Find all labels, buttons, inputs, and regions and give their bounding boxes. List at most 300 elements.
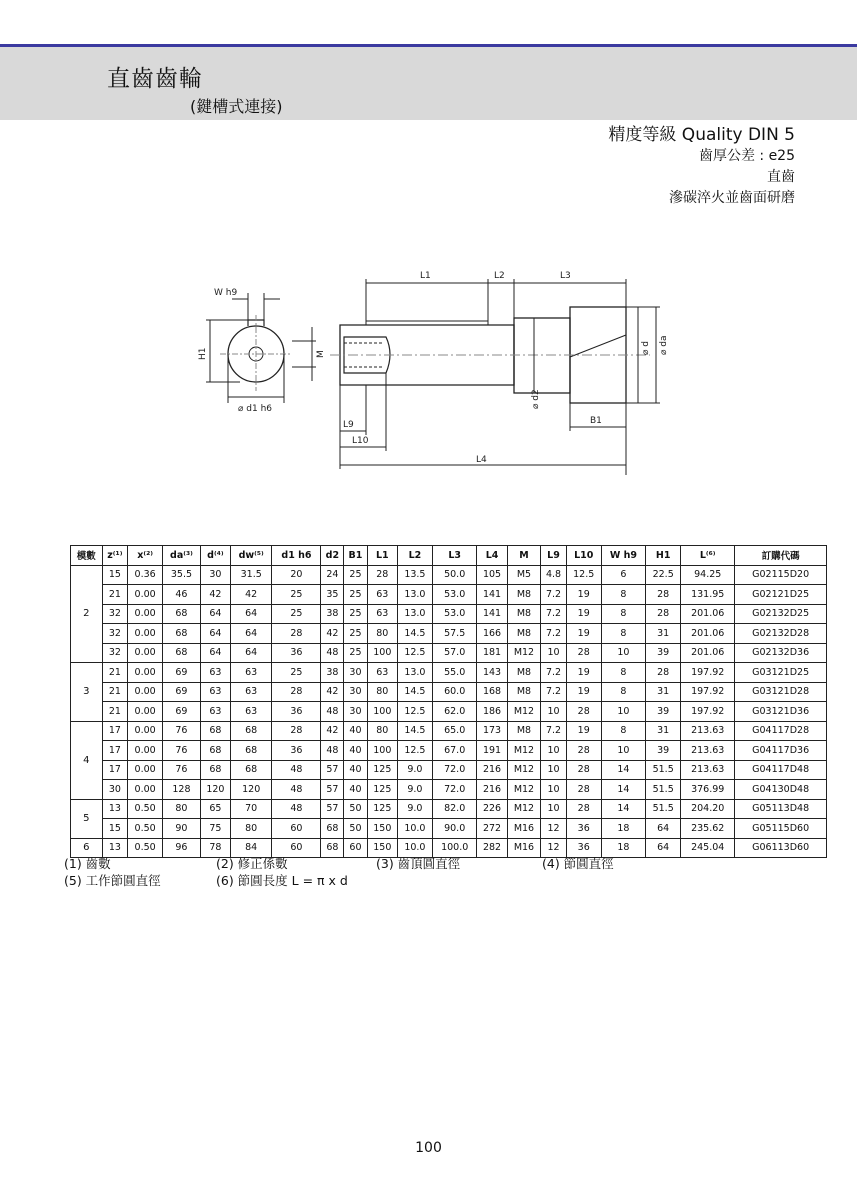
table-cell: 31.5 (231, 565, 272, 585)
table-cell: 166 (477, 624, 507, 644)
table-cell: 76 (163, 760, 201, 780)
table-cell: 64 (646, 838, 681, 858)
table-cell: 70 (231, 799, 272, 819)
table-cell: 76 (163, 741, 201, 761)
module-cell: 3 (71, 663, 103, 722)
table-cell: 10 (601, 741, 645, 761)
table-cell: 0.36 (128, 565, 163, 585)
table-cell: 30 (344, 682, 367, 702)
table-cell: 235.62 (681, 819, 735, 839)
table-cell: 19 (566, 585, 601, 605)
footnote-6: (6) 節圓長度 L = π x d (216, 873, 348, 888)
table-cell: G05115D60 (735, 819, 827, 839)
table-cell: 0.00 (128, 721, 163, 741)
table-cell: 0.00 (128, 702, 163, 722)
table-cell: M16 (507, 819, 541, 839)
table-cell: 64 (231, 624, 272, 644)
table-cell: 0.00 (128, 682, 163, 702)
label-l10: L10 (352, 436, 369, 446)
table-cell: G04117D48 (735, 760, 827, 780)
table-cell: 7.2 (541, 604, 566, 624)
table-cell: 69 (163, 682, 201, 702)
table-cell: 25 (344, 624, 367, 644)
header-cell: L9 (541, 546, 566, 566)
header-cell: B1 (344, 546, 367, 566)
table-cell: 12 (541, 819, 566, 839)
label-m: M (316, 350, 326, 358)
label-d1h6: ⌀ d1 h6 (238, 404, 273, 414)
table-cell: 94.25 (681, 565, 735, 585)
module-cell: 4 (71, 721, 103, 799)
table-cell: 8 (601, 585, 645, 605)
table-cell: 69 (163, 663, 201, 683)
spec-table (70, 545, 827, 858)
table-cell: 65.0 (432, 721, 477, 741)
header-cell: x⁽²⁾ (128, 546, 163, 566)
table-cell: 51.5 (646, 799, 681, 819)
table-cell: 25 (272, 585, 321, 605)
table-cell: 131.95 (681, 585, 735, 605)
table-cell: G02115D20 (735, 565, 827, 585)
table-cell: 14 (601, 799, 645, 819)
table-cell: 63 (200, 702, 230, 722)
table-cell: 36 (566, 819, 601, 839)
header-cell: 模數 (71, 546, 103, 566)
table-cell: 28 (566, 643, 601, 663)
table-cell: 90.0 (432, 819, 477, 839)
table-cell: 376.99 (681, 780, 735, 800)
table-cell: 19 (566, 604, 601, 624)
table-cell: 0.50 (128, 838, 163, 858)
table-cell: 90 (163, 819, 201, 839)
table-cell: 76 (163, 721, 201, 741)
table-cell: 10 (541, 799, 566, 819)
table-cell: 150 (367, 819, 397, 839)
table-cell: M8 (507, 663, 541, 683)
table-cell: M12 (507, 643, 541, 663)
table-cell: M12 (507, 799, 541, 819)
table-cell: 28 (272, 682, 321, 702)
header-cell: W h9 (601, 546, 645, 566)
table-cell: M8 (507, 604, 541, 624)
table-cell: 13 (102, 838, 128, 858)
spec-block (608, 125, 795, 209)
table-cell: 30 (200, 565, 230, 585)
table-cell: 80 (163, 799, 201, 819)
table-cell: G06113D60 (735, 838, 827, 858)
table-cell: M8 (507, 682, 541, 702)
footnote-5: (5) 工作節圓直徑 (64, 873, 161, 888)
table-cell: 68 (200, 760, 230, 780)
table-cell: 201.06 (681, 604, 735, 624)
table-cell: 28 (646, 585, 681, 605)
table-cell: 80 (367, 721, 397, 741)
table-cell: 30 (344, 702, 367, 722)
table-cell: 7.2 (541, 682, 566, 702)
table-cell: 46 (163, 585, 201, 605)
table-cell: 36 (272, 643, 321, 663)
table-cell: 31 (646, 682, 681, 702)
table-cell: G04117D28 (735, 721, 827, 741)
label-d2: ⌀ d2 (531, 389, 541, 409)
table-cell: 186 (477, 702, 507, 722)
table-cell: 213.63 (681, 721, 735, 741)
table-cell: 60 (272, 838, 321, 858)
table-cell: 19 (566, 663, 601, 683)
table-cell: 141 (477, 585, 507, 605)
table-cell: 25 (272, 663, 321, 683)
table-cell: 53.0 (432, 604, 477, 624)
table-row (71, 721, 827, 741)
table-cell: 42 (321, 721, 344, 741)
table-cell: 10 (541, 760, 566, 780)
table-cell: 21 (102, 663, 128, 683)
table-cell: 0.00 (128, 760, 163, 780)
table-cell: 201.06 (681, 643, 735, 663)
table-cell: 17 (102, 741, 128, 761)
table-cell: 6 (601, 565, 645, 585)
table-cell: 40 (344, 721, 367, 741)
table-cell: 57.0 (432, 643, 477, 663)
table-cell: 100 (367, 741, 397, 761)
table-cell: 48 (321, 643, 344, 663)
header-cell: z⁽¹⁾ (102, 546, 128, 566)
table-cell: 0.00 (128, 643, 163, 663)
table-cell: G02132D28 (735, 624, 827, 644)
table-row (71, 741, 827, 761)
table-cell: 64 (200, 643, 230, 663)
table-cell: 50 (344, 799, 367, 819)
table-cell: 65 (200, 799, 230, 819)
table-cell: 24 (321, 565, 344, 585)
table-cell: 213.63 (681, 741, 735, 761)
table-cell: 100.0 (432, 838, 477, 858)
table-cell: G03121D28 (735, 682, 827, 702)
tooth-type-spec: 直齒 (767, 169, 795, 185)
table-cell: 42 (231, 585, 272, 605)
table-row (71, 663, 827, 683)
table-cell: 10.0 (397, 838, 432, 858)
table-cell: 19 (566, 721, 601, 741)
table-row (71, 585, 827, 605)
table-cell: 64 (200, 604, 230, 624)
table-cell: 17 (102, 721, 128, 741)
table-cell: 28 (566, 760, 601, 780)
table-cell: 28 (566, 780, 601, 800)
table-cell: 10 (541, 741, 566, 761)
page-title: 直齒齒輪 (107, 66, 203, 92)
table-cell: 14.5 (397, 624, 432, 644)
table-cell: 30 (344, 663, 367, 683)
table-cell: 36 (272, 702, 321, 722)
table-cell: M8 (507, 721, 541, 741)
table-cell: 10 (541, 643, 566, 663)
table-cell: 72.0 (432, 760, 477, 780)
table-cell: 40 (344, 741, 367, 761)
table-cell: 50 (344, 819, 367, 839)
table-cell: 245.04 (681, 838, 735, 858)
footnote-1: (1) 齒數 (64, 856, 111, 871)
table-cell: 143 (477, 663, 507, 683)
table-cell: 36 (566, 838, 601, 858)
table-cell: 22.5 (646, 565, 681, 585)
label-wh9: W h9 (214, 288, 238, 298)
table-cell: 96 (163, 838, 201, 858)
table-cell: 63 (367, 604, 397, 624)
table-cell: 0.50 (128, 819, 163, 839)
table-cell: 191 (477, 741, 507, 761)
label-l1: L1 (420, 271, 431, 281)
table-cell: 25 (344, 585, 367, 605)
table-cell: 51.5 (646, 780, 681, 800)
table-cell: M12 (507, 741, 541, 761)
table-cell: 14.5 (397, 682, 432, 702)
table-cell: 32 (102, 604, 128, 624)
table-cell: 48 (272, 760, 321, 780)
table-row (71, 799, 827, 819)
table-cell: 84 (231, 838, 272, 858)
table-cell: 75 (200, 819, 230, 839)
table-cell: M12 (507, 780, 541, 800)
table-cell: 105 (477, 565, 507, 585)
table-cell: 63 (367, 663, 397, 683)
table-cell: 0.00 (128, 741, 163, 761)
table-row (71, 819, 827, 839)
table-cell: 38 (321, 604, 344, 624)
table-cell: 42 (200, 585, 230, 605)
table-cell: 8 (601, 663, 645, 683)
table-cell: 28 (566, 799, 601, 819)
table-cell: 25 (344, 604, 367, 624)
table-cell: 31 (646, 624, 681, 644)
table-cell: G05113D48 (735, 799, 827, 819)
table-cell: 57 (321, 760, 344, 780)
table-cell: 64 (231, 604, 272, 624)
table-cell: 40 (344, 780, 367, 800)
table-cell: 35 (321, 585, 344, 605)
table-cell: M12 (507, 702, 541, 722)
table-cell: 201.06 (681, 624, 735, 644)
table-cell: 28 (367, 565, 397, 585)
table-cell: 64 (231, 643, 272, 663)
label-b1: B1 (590, 416, 602, 426)
footnote-2: (2) 修正係數 (216, 856, 288, 871)
table-cell: 38 (321, 663, 344, 683)
table-cell: 13.5 (397, 565, 432, 585)
table-cell: 21 (102, 702, 128, 722)
table-cell: 48 (321, 702, 344, 722)
header-cell: L1 (367, 546, 397, 566)
quality-spec: 精度等級 Quality DIN 5 (608, 125, 795, 145)
table-cell: G03121D36 (735, 702, 827, 722)
header-cell: L⁽⁶⁾ (681, 546, 735, 566)
table-cell: 100 (367, 702, 397, 722)
table-cell: 35.5 (163, 565, 201, 585)
table-cell: 36 (272, 741, 321, 761)
table-cell: 10 (601, 643, 645, 663)
table-cell: 216 (477, 780, 507, 800)
table-cell: 48 (272, 799, 321, 819)
table-cell: 17 (102, 760, 128, 780)
table-cell: 31 (646, 721, 681, 741)
table-cell: 80 (367, 624, 397, 644)
table-cell: 21 (102, 682, 128, 702)
table-cell: 0.00 (128, 780, 163, 800)
table-cell: G03121D25 (735, 663, 827, 683)
label-l3: L3 (560, 271, 571, 281)
table-cell: 12.5 (397, 741, 432, 761)
table-header-row (71, 546, 827, 566)
module-cell: 2 (71, 565, 103, 663)
table-cell: 68 (163, 643, 201, 663)
table-cell: 39 (646, 741, 681, 761)
table-cell: 8 (601, 682, 645, 702)
table-cell: 9.0 (397, 780, 432, 800)
table-cell: 63 (200, 682, 230, 702)
table-cell: 68 (163, 604, 201, 624)
table-cell: 32 (102, 643, 128, 663)
footnote-3: (3) 齒頂圓直徑 (376, 856, 461, 871)
table-row (71, 624, 827, 644)
table-cell: 120 (200, 780, 230, 800)
table-cell: 67.0 (432, 741, 477, 761)
table-cell: 7.2 (541, 663, 566, 683)
table-cell: 42 (321, 624, 344, 644)
label-da: ⌀ da (659, 335, 669, 355)
header-cell: L2 (397, 546, 432, 566)
table-cell: 30 (102, 780, 128, 800)
table-cell: 204.20 (681, 799, 735, 819)
label-d: ⌀ d (641, 341, 651, 355)
table-cell: 63 (231, 682, 272, 702)
table-cell: 141 (477, 604, 507, 624)
technical-drawing (180, 265, 680, 480)
table-cell: 216 (477, 760, 507, 780)
table-cell: G02132D25 (735, 604, 827, 624)
table-cell: 100 (367, 643, 397, 663)
table-cell: 10.0 (397, 819, 432, 839)
table-cell: 10 (541, 780, 566, 800)
table-cell: 68 (200, 741, 230, 761)
table-cell: 21 (102, 585, 128, 605)
table-cell: 68 (200, 721, 230, 741)
label-h1: H1 (198, 347, 208, 360)
table-cell: 282 (477, 838, 507, 858)
table-cell: 14.5 (397, 721, 432, 741)
table-cell: 181 (477, 643, 507, 663)
table-cell: 0.00 (128, 585, 163, 605)
table-cell: 80 (367, 682, 397, 702)
table-cell: 25 (344, 643, 367, 663)
label-l9: L9 (343, 420, 354, 430)
table-cell: 0.50 (128, 799, 163, 819)
table-cell: 8 (601, 604, 645, 624)
table-cell: 0.00 (128, 663, 163, 683)
table-cell: 18 (601, 819, 645, 839)
header-cell: M (507, 546, 541, 566)
table-cell: 19 (566, 682, 601, 702)
table-cell: 120 (231, 780, 272, 800)
header-cell: dw⁽⁵⁾ (231, 546, 272, 566)
table-cell: 10 (541, 702, 566, 722)
table-cell: G04130D48 (735, 780, 827, 800)
table-cell: 4.8 (541, 565, 566, 585)
table-cell: 197.92 (681, 702, 735, 722)
table-cell: 78 (200, 838, 230, 858)
table-cell: 7.2 (541, 721, 566, 741)
table-cell: 69 (163, 702, 201, 722)
table-cell: 50.0 (432, 565, 477, 585)
table-cell: 213.63 (681, 760, 735, 780)
table-cell: 48 (272, 780, 321, 800)
table-cell: 14 (601, 780, 645, 800)
table-cell: 60 (344, 838, 367, 858)
table-cell: 12.5 (397, 702, 432, 722)
table-cell: 28 (646, 604, 681, 624)
table-cell: G02132D36 (735, 643, 827, 663)
table-cell: 197.92 (681, 682, 735, 702)
table-row (71, 643, 827, 663)
table-cell: 168 (477, 682, 507, 702)
table-cell: 12 (541, 838, 566, 858)
table-cell: 150 (367, 838, 397, 858)
table-cell: 20 (272, 565, 321, 585)
table-cell: 68 (231, 760, 272, 780)
table-cell: 7.2 (541, 585, 566, 605)
table-cell: 60.0 (432, 682, 477, 702)
table-cell: 68 (321, 838, 344, 858)
table-cell: G04117D36 (735, 741, 827, 761)
table-cell: 48 (321, 741, 344, 761)
table-cell: 173 (477, 721, 507, 741)
module-cell: 5 (71, 799, 103, 838)
table-cell: 39 (646, 702, 681, 722)
table-cell: 62.0 (432, 702, 477, 722)
table-cell: 82.0 (432, 799, 477, 819)
table-cell: 64 (200, 624, 230, 644)
table-cell: 125 (367, 799, 397, 819)
table-cell: 8 (601, 721, 645, 741)
table-cell: 13.0 (397, 585, 432, 605)
table-row (71, 760, 827, 780)
table-cell: 60 (272, 819, 321, 839)
table-cell: 18 (601, 838, 645, 858)
header-cell: H1 (646, 546, 681, 566)
table-cell: 12.5 (397, 643, 432, 663)
table-cell: 64 (646, 819, 681, 839)
table-cell: 15 (102, 565, 128, 585)
table-cell: 25 (344, 565, 367, 585)
header-cell: 訂購代碼 (735, 546, 827, 566)
table-cell: 12.5 (566, 565, 601, 585)
table-cell: 13.0 (397, 663, 432, 683)
table-row (71, 682, 827, 702)
table-cell: 8 (601, 624, 645, 644)
page-number: 100 (415, 1140, 442, 1156)
table-cell: M8 (507, 624, 541, 644)
table-cell: 125 (367, 760, 397, 780)
table-cell: 28 (566, 741, 601, 761)
table-row (71, 604, 827, 624)
module-cell: 6 (71, 838, 103, 858)
header-cell: L10 (566, 546, 601, 566)
header-cell: d2 (321, 546, 344, 566)
table-cell: M8 (507, 585, 541, 605)
table-cell: 10 (601, 702, 645, 722)
table-cell: 63 (231, 663, 272, 683)
table-cell: 0.00 (128, 624, 163, 644)
table-cell: 19 (566, 624, 601, 644)
